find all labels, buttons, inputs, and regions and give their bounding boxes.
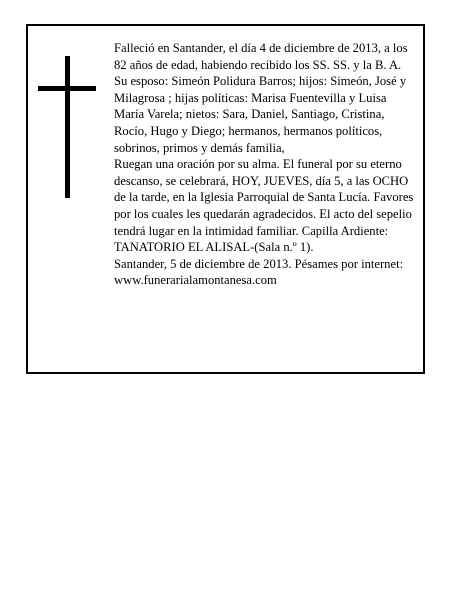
latin-cross-icon bbox=[38, 56, 96, 198]
obituary-notice bbox=[26, 24, 425, 374]
cross-vertical-bar bbox=[65, 56, 70, 198]
family-list: Su esposo: Simeón Polidura Barros; hijos: Simeón, José y Milagrosa ; hijas políticas: Marisa Fuentevilla y Luisa María Varela; nietos: Sara, Daniel, Santiago, Cristina, Rocío, Hugo y Diego; hermanos, hermanos políticos, sobrinos, primos y demás familia, bbox=[114, 74, 407, 155]
date-and-condolences: Santander, 5 de diciembre de 2013. Pésames por internet: www.funerarialamontanesa.com bbox=[114, 256, 404, 288]
obituary-text bbox=[114, 40, 419, 289]
death-announcement: Falleció en Santander, el día 4 de diciembre de 2013, a los 82 años de edad, habiendo recibido los SS. SS. y la B. A. bbox=[114, 41, 408, 72]
cross-horizontal-bar bbox=[38, 86, 96, 91]
funeral-details: Ruegan una oración por su alma. El funeral por su eterno descanso, se celebrará, HOY, JUEVES, día 5, a las OCHO de la tarde, en la Iglesia Parroquial de Santa Lucía. Favores por los cuales les quedarán agradecidos. El acto del sepelio tendrá lugar en la intimidad familiar. Capilla Ardiente: TANATORIO EL ALISAL-(Sala n.º 1). bbox=[114, 157, 414, 255]
